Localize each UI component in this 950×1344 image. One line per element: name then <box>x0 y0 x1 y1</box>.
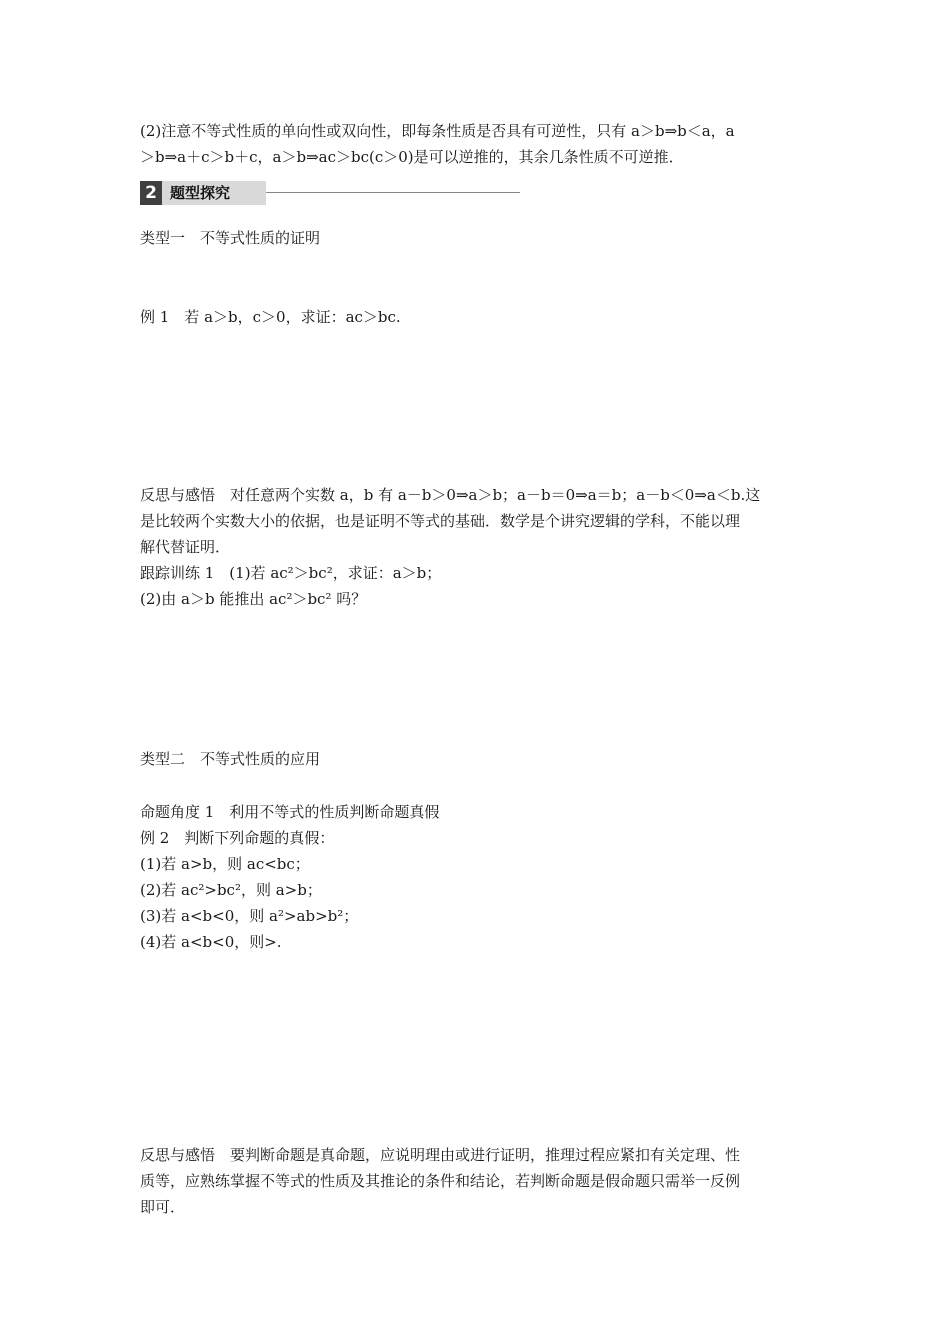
example-2-block <box>140 799 812 955</box>
reflection-2-line-2: 质等，应熟练掌握不等式的性质及其推论的条件和结论，若判断命题是假命题只需举一反例 <box>140 1172 741 1190</box>
intro-paragraph <box>140 118 812 170</box>
reflection-2-line-3: 即可． <box>140 1198 186 1216</box>
reflection-1-line-1: 反思与感悟 对任意两个实数 a，b 有 a－b＞0⇒a＞b；a－b＝0⇒a＝b；a－b＜0⇒a＜b.这 <box>140 486 761 504</box>
practice-1-line-2: (2)由 a＞b 能推出 ac²＞bc² 吗？ <box>140 590 367 608</box>
reflection-2-line-1: 反思与感悟 要判断命题是真命题，应说明理由或进行证明，推理过程应紧扣有关定理、性 <box>140 1146 741 1164</box>
example-2-item-4: (4)若 a<b<0，则>. <box>140 933 282 951</box>
example-2-item-3: (3)若 a<b<0，则 a²>ab>b²； <box>140 907 359 925</box>
section-banner <box>140 181 520 205</box>
practice-1-line-1: 跟踪训练 1 (1)若 ac²＞bc²，求证：a＞b； <box>140 564 442 582</box>
reflection-1-line-2: 是比较两个实数大小的依据，也是证明不等式的基础．数学是个讲究逻辑的学科，不能以理 <box>140 512 741 530</box>
example-2-item-2: (2)若 ac²>bc²，则 a>b； <box>140 881 322 899</box>
example-2: 例 2 判断下列命题的真假： <box>140 829 335 847</box>
example-1: 例 1 若 a＞b，c＞0，求证：ac＞bc. <box>140 308 401 326</box>
example-2-item-1: (1)若 a>b，则 ac<bc； <box>140 855 310 873</box>
intro-line-2: ＞b⇒a＋c＞b＋c，a＞b⇒ac＞bc(c＞0)是可以逆推的，其余几条性质不可逆推． <box>140 148 684 166</box>
section-title: 题型探究 <box>162 181 266 205</box>
reflection-2 <box>140 1142 812 1220</box>
type1-heading: 类型一 不等式性质的证明 <box>140 229 321 247</box>
section-number: 2 <box>140 181 162 205</box>
section-divider <box>266 192 520 193</box>
reflection-1-line-3: 解代替证明． <box>140 538 231 556</box>
proposition-angle: 命题角度 1 利用不等式的性质判断命题真假 <box>140 803 440 821</box>
reflection-1 <box>140 482 812 612</box>
intro-line-1: (2)注意不等式性质的单向性或双向性，即每条性质是否具有可逆性，只有 a＞b⇒b＜a，a <box>140 122 735 140</box>
type2-heading: 类型二 不等式性质的应用 <box>140 750 321 768</box>
